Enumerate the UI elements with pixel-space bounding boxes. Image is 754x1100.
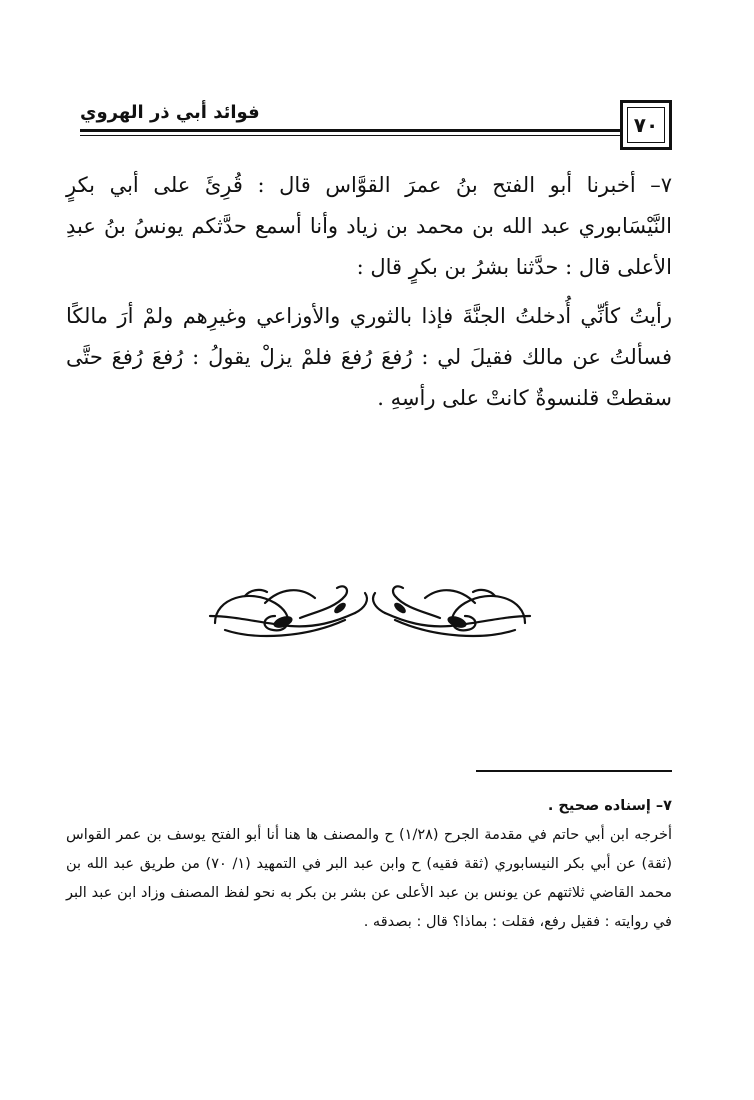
decorative-ornament-icon bbox=[205, 578, 535, 648]
main-text bbox=[66, 165, 672, 419]
footnote-body: أخرجه ابن أبي حاتم في مقدمة الجرح (١/٢٨) ح والمصنف ها هنا أنا أبو الفتح يوسف بن عمر القواس (ثقة) عن أبي بكر النيسابوري (ثقة فقيه) ح وابن عبد البر في التمهيد (١/ ٧٠) من طريق عبد الله بن محمد القاضي ثلاثتهم عن يونس بن عبد الأعلى عن بشر بن بكر به نحو لفظ المصنف وزاد ابن عبد البر في روايته : فقيل رفع، فقلت : بماذا؟ قال : بصدقه . bbox=[66, 827, 672, 930]
footnote-heading: ٧– إسناده صحيح . bbox=[547, 798, 672, 814]
footnotes bbox=[66, 792, 672, 937]
page-number: ٧٠ bbox=[633, 113, 659, 137]
hadith-matn-paragraph: رأيتُ كأنِّي أُدخلتُ الجنَّةَ فإذا بالثوري والأوزاعي وغيرِهم ولمْ أرَ مالكًا فسألتُ عن مالك فقيلَ لي : رُفعَ رُفعَ فلمْ يزلْ يقولُ : رُفعَ رُفعَ حتَّى سقطتْ قلنسوةٌ كانتْ على رأسِهِ . bbox=[66, 304, 672, 410]
header-rule bbox=[80, 129, 620, 132]
footnote-separator bbox=[476, 770, 672, 772]
page-number-box bbox=[620, 100, 672, 150]
header-rule-thin bbox=[80, 135, 620, 136]
hadith-isnad-paragraph: ٧– أخبرنا أبو الفتح بنُ عمرَ القوَّاس قال : قُرِئَ على أبي بكرٍ النَّيْسَابوري عبد الله بن محمد بن زياد وأنا أسمع حدَّثكم يونسُ بنُ عبدِ الأعلى قال : حدَّثنا بشرُ بن بكرٍ قال : bbox=[66, 173, 672, 279]
running-header-title: فوائد أبي ذر الهروي bbox=[80, 102, 260, 123]
